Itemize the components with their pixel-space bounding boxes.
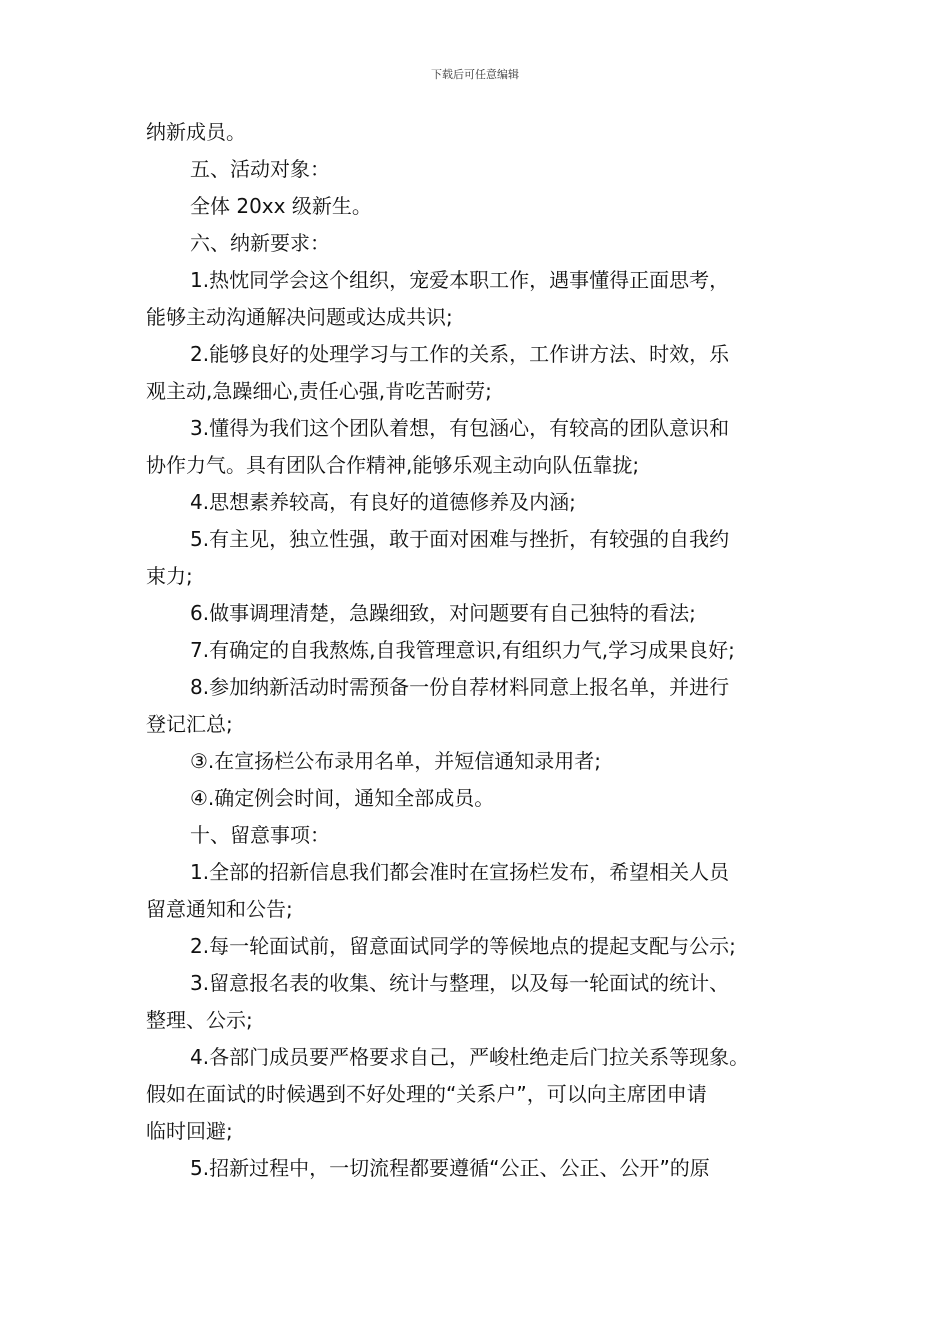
text-line: 留意通知和公告; xyxy=(146,897,293,921)
text-line: 5.招新过程中，一切流程都要遵循“公正、公正、公开”的原 xyxy=(190,1156,710,1180)
text-line: 5.有主见，独立性强，敢于面对困难与挫折，有较强的自我约 xyxy=(190,527,730,551)
text-line: 十、留意事项： xyxy=(190,823,330,847)
text-line: 6.做事调理清楚，急躁细致，对问题要有自己独特的看法; xyxy=(190,601,696,625)
page-header-note: 下载后可任意编辑 xyxy=(431,68,519,81)
text-line: ④.确定例会时间，通知全部成员。 xyxy=(190,786,495,810)
text-line: ③.在宣扬栏公布录用名单，并短信通知录用者; xyxy=(190,749,602,773)
text-line: 1.热忱同学会这个组织，宠爱本职工作，遇事懂得正面思考， xyxy=(190,268,730,292)
text-line: 3.留意报名表的收集、统计与整理，以及每一轮面试的统计、 xyxy=(190,971,730,995)
text-line: 能够主动沟通解决问题或达成共识; xyxy=(146,305,453,329)
text-line: 五、活动对象： xyxy=(190,157,330,181)
text-line: 协作力气。具有团队合作精神,能够乐观主动向队伍靠拢; xyxy=(146,453,640,477)
text-line: 束力; xyxy=(146,564,193,588)
text-line: 7.有确定的自我熬炼,自我管理意识,有组织力气,学习成果良好; xyxy=(190,638,735,662)
text-line: 整理、公示; xyxy=(146,1008,253,1032)
text-line: 全体 20xx 级新生。 xyxy=(190,194,372,218)
document-body xyxy=(146,114,806,1187)
text-line: 六、纳新要求： xyxy=(190,231,330,255)
text-line: 2.每一轮面试前，留意面试同学的等候地点的提起支配与公示; xyxy=(190,934,736,958)
text-line: 3.懂得为我们这个团队着想，有包涵心，有较高的团队意识和 xyxy=(190,416,730,440)
text-line: 登记汇总; xyxy=(146,712,233,736)
text-line: 2.能够良好的处理学习与工作的关系，工作讲方法、时效，乐 xyxy=(190,342,730,366)
text-line: 1.全部的招新信息我们都会准时在宣扬栏发布，希望相关人员 xyxy=(190,860,730,884)
text-line: 4.各部门成员要严格要求自己，严峻杜绝走后门拉关系等现象。 xyxy=(190,1045,750,1069)
text-line: 观主动,急躁细心,责任心强,肯吃苦耐劳; xyxy=(146,379,492,403)
text-line: 临时回避; xyxy=(146,1119,233,1143)
text-line: 8.参加纳新活动时需预备一份自荐材料同意上报名单，并进行 xyxy=(190,675,730,699)
text-line: 4.思想素养较高，有良好的道德修养及内涵; xyxy=(190,490,576,514)
text-line: 假如在面试的时候遇到不好处理的“关系户”，可以向主席团申请 xyxy=(146,1082,707,1106)
text-line: 纳新成员。 xyxy=(146,120,246,144)
